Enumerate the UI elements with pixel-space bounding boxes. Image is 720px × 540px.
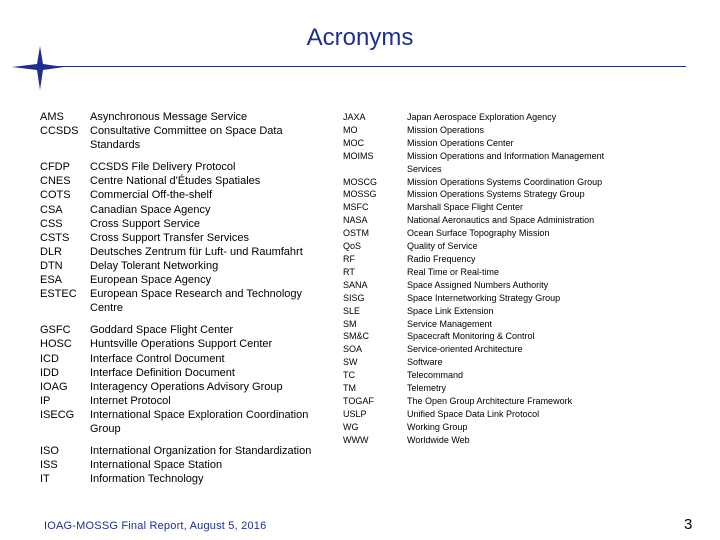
acronym-abbr: CSTS <box>40 231 70 244</box>
acronym-row <box>343 330 605 343</box>
acronym-abbr: DLR <box>40 245 63 258</box>
acronym-row <box>343 292 605 305</box>
acronym-abbr: IOAG <box>40 380 68 393</box>
acronym-definition: Worldwide Web <box>407 434 470 445</box>
acronym-abbr: WG <box>343 421 359 432</box>
acronym-row <box>343 395 605 408</box>
acronym-row <box>40 380 330 394</box>
acronym-row <box>343 318 605 331</box>
acronym-row <box>40 472 330 486</box>
acronym-abbr: HOSC <box>40 338 72 351</box>
acronym-abbr: DTN <box>40 259 63 272</box>
acronym-definition: European Space Research and Technology Centre <box>90 288 303 315</box>
acronym-row <box>343 188 605 201</box>
acronym-definition: Service Management <box>407 318 493 329</box>
acronym-definition: Real Time or Real-time <box>407 266 500 277</box>
acronym-row <box>40 273 330 287</box>
acronym-abbr: SM <box>343 318 357 329</box>
acronym-definition: Interface Control Document <box>90 352 225 365</box>
acronym-row <box>343 421 605 434</box>
acronym-row <box>343 343 605 356</box>
acronym-definition: Telecommand <box>407 370 464 381</box>
page-number: 3 <box>684 516 693 533</box>
acronym-definition: Canadian Space Agency <box>90 203 211 216</box>
acronym-abbr: JAXA <box>343 112 366 122</box>
acronym-definition: National Aeronautics and Space Administration <box>407 215 595 226</box>
acronym-abbr: RT <box>343 266 355 277</box>
acronym-row <box>343 253 605 266</box>
acronym-row <box>343 382 605 395</box>
acronym-row <box>40 323 330 337</box>
title-divider <box>54 66 686 67</box>
acronym-definition: Space Link Extension <box>407 305 494 316</box>
acronym-definition: Marshall Space Flight Center <box>407 202 524 213</box>
acronym-abbr: GSFC <box>40 324 71 337</box>
acronym-abbr: NASA <box>343 215 368 226</box>
acronym-definition: Mission Operations Systems Coordination Group <box>407 176 603 187</box>
acronym-abbr: CFDP <box>40 161 70 174</box>
acronym-row <box>343 176 605 189</box>
acronym-row <box>343 305 605 318</box>
acronym-row <box>343 434 605 447</box>
acronym-definition: International Space Exploration Coordination Group <box>90 408 309 435</box>
acronym-row <box>40 203 330 217</box>
acronym-definition: Service-oriented Architecture <box>407 344 523 355</box>
acronym-abbr: RF <box>343 253 355 264</box>
acronym-row <box>40 352 330 366</box>
acronym-row <box>40 217 330 231</box>
acronym-abbr: SANA <box>343 279 368 290</box>
acronym-definition: Telemetry <box>407 383 447 394</box>
acronym-row <box>40 287 330 315</box>
acronym-definition: Cross Support Service <box>90 217 201 230</box>
acronym-row <box>343 150 605 176</box>
acronym-definition: European Space Agency <box>90 274 212 287</box>
acronym-abbr: CNES <box>40 175 71 188</box>
acronym-abbr: SISG <box>343 292 365 303</box>
acronym-row <box>40 110 330 124</box>
acronym-row <box>40 394 330 408</box>
acronym-abbr: COTS <box>40 189 71 202</box>
acronym-row <box>343 356 605 369</box>
acronym-definition: Interagency Operations Advisory Group <box>90 380 283 393</box>
acronym-abbr: MOC <box>343 137 364 148</box>
acronym-definition: Deutsches Zentrum für Luft- und Raumfahrt <box>90 245 303 258</box>
acronym-abbr: ISECG <box>40 408 75 421</box>
acronym-row <box>343 266 605 279</box>
acronym-abbr: CCSDS <box>40 125 79 138</box>
acronym-definition: Centre National d'Études Spatiales <box>90 175 261 188</box>
acronym-abbr: ESTEC <box>40 288 77 301</box>
acronym-row <box>40 444 330 458</box>
acronym-row <box>40 188 330 202</box>
acronym-list-left <box>40 110 330 486</box>
acronym-abbr: ICD <box>40 352 59 365</box>
acronym-row <box>343 369 605 382</box>
acronym-definition: Asynchronous Message Service <box>90 111 248 123</box>
acronym-definition: Commercial Off-the-shelf <box>90 189 213 202</box>
acronym-abbr: SOA <box>343 344 363 355</box>
page-title: Acronyms <box>306 24 414 51</box>
acronym-definition: Spacecraft Monitoring & Control <box>407 331 535 342</box>
acronym-row <box>343 408 605 421</box>
acronym-row <box>343 279 605 292</box>
acronym-row <box>40 174 330 188</box>
acronym-row <box>40 231 330 245</box>
acronym-abbr: TOGAF <box>343 395 374 406</box>
acronym-row <box>343 111 605 124</box>
acronym-definition: Japan Aerospace Exploration Agency <box>407 112 557 122</box>
acronym-abbr: TC <box>343 370 355 381</box>
acronym-abbr: MOSCG <box>343 176 378 187</box>
acronym-row <box>343 124 605 137</box>
acronym-abbr: MSFC <box>343 202 369 213</box>
acronym-definition: Unified Space Data Link Protocol <box>407 408 540 419</box>
acronym-definition: International Organization for Standardization <box>90 445 312 458</box>
acronym-abbr: IT <box>40 473 50 486</box>
acronym-definition: Radio Frequency <box>407 253 476 264</box>
acronym-row <box>40 160 330 174</box>
acronym-definition: Interface Definition Document <box>90 366 235 379</box>
acronym-list-right <box>343 111 605 447</box>
acronym-row <box>343 240 605 253</box>
acronym-abbr: USLP <box>343 408 367 419</box>
acronym-definition: Ocean Surface Topography Mission <box>407 228 550 239</box>
acronym-definition: Delay Tolerant Networking <box>90 259 219 272</box>
acronym-definition: Space Assigned Numbers Authority <box>407 279 549 290</box>
acronym-definition: Cross Support Transfer Services <box>90 231 249 244</box>
acronym-abbr: TM <box>343 383 356 394</box>
acronym-abbr: ESA <box>40 274 63 287</box>
acronym-abbr: MOIMS <box>343 150 374 161</box>
acronym-row <box>343 201 605 214</box>
acronym-definition: Goddard Space Flight Center <box>90 324 234 337</box>
acronym-abbr: SM&C <box>343 331 370 342</box>
acronym-definition: International Space Station <box>90 459 223 472</box>
acronym-definition: CCSDS File Delivery Protocol <box>90 161 236 174</box>
acronym-abbr: OSTM <box>343 228 369 239</box>
footer-text: IOAG-MOSSG Final Report, August 5, 2016 <box>44 520 267 532</box>
acronym-abbr: SLE <box>343 305 361 316</box>
acronym-row <box>40 124 330 152</box>
acronym-definition: The Open Group Architecture Framework <box>407 395 573 406</box>
acronym-abbr: CSA <box>40 203 63 216</box>
acronym-definition: Software <box>407 357 443 368</box>
acronym-definition: Working Group <box>407 421 468 432</box>
acronym-row <box>40 337 330 351</box>
acronym-definition: Space Internetworking Strategy Group <box>407 292 561 303</box>
acronym-abbr: WWW <box>343 434 369 445</box>
acronym-row <box>40 259 330 273</box>
acronym-abbr: MO <box>343 124 358 135</box>
acronym-definition: Mission Operations and Information Management Services <box>407 150 605 174</box>
acronym-definition: Quality of Service <box>407 241 478 252</box>
four-point-star-icon <box>10 44 66 92</box>
acronym-definition: Mission Operations Center <box>407 137 514 148</box>
acronym-abbr: MOSSG <box>343 189 377 200</box>
acronym-abbr: IDD <box>40 366 59 379</box>
acronym-abbr: ISS <box>40 459 58 472</box>
acronym-abbr: QoS <box>343 241 362 252</box>
acronym-abbr: IP <box>40 394 51 407</box>
acronym-row <box>40 366 330 380</box>
acronym-definition: Internet Protocol <box>90 394 171 407</box>
acronym-row <box>40 245 330 259</box>
acronym-row <box>343 137 605 150</box>
acronym-definition: Consultative Committee on Space Data Standards <box>90 125 283 152</box>
acronym-abbr: ISO <box>40 445 59 458</box>
acronym-definition: Huntsville Operations Support Center <box>90 338 273 351</box>
acronym-row <box>40 408 330 436</box>
acronym-row <box>343 214 605 227</box>
acronym-definition: Mission Operations <box>407 124 485 135</box>
acronym-row <box>40 458 330 472</box>
acronym-definition: Information Technology <box>90 473 204 486</box>
acronym-abbr: CSS <box>40 217 63 230</box>
acronym-abbr: SW <box>343 357 358 368</box>
acronym-row <box>343 227 605 240</box>
acronym-definition: Mission Operations Systems Strategy Group <box>407 189 585 200</box>
acronym-abbr: AMS <box>40 111 64 123</box>
